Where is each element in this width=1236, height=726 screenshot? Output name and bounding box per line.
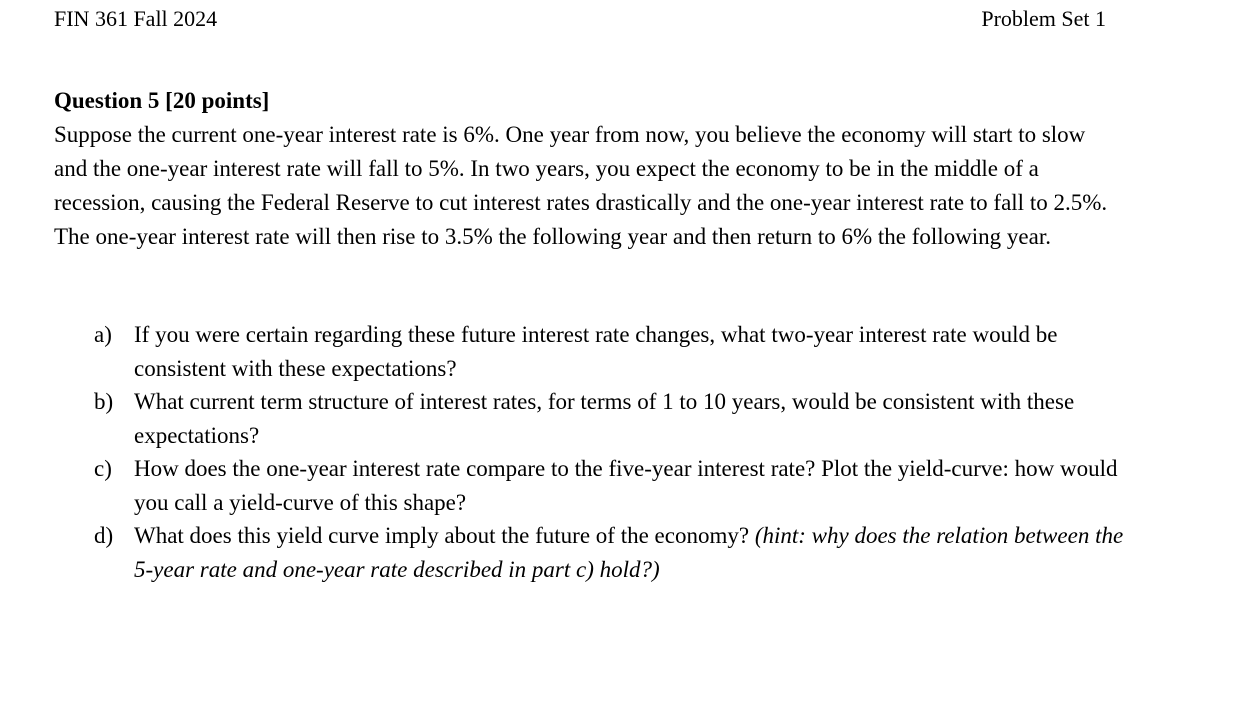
part-c [94,452,1124,519]
part-a-text: If you were certain regarding these future interest rate changes, what two-year interest rate would be consistent with these expectations? [134,322,1058,381]
part-a-letter: a) [94,322,112,347]
part-d-text: What does this yield curve imply about the future of the economy? [134,523,755,548]
question-block [54,84,1114,254]
part-d [94,519,1124,586]
part-c-letter: c) [94,456,112,481]
part-c-text: How does the one-year interest rate compare to the five-year interest rate? Plot the yield-curve: how would you call a yield-curve of this shape? [134,456,1118,515]
question-title: Question 5 [20 points] [54,88,270,113]
question-text: Suppose the current one-year interest rate is 6%. One year from now, you believe the economy will start to slow and the one-year interest rate will fall to 5%. In two years, you expect the economy to be in the middle of a recession, causing the Federal Reserve to cut interest rates drastically and the one-year interest rate to fall to 2.5%. The one-year interest rate will then rise to 3.5% the following year and then return to 6% the following year. [54,122,1108,249]
question-parts-list [94,318,1124,586]
part-b [94,385,1124,452]
part-b-text: What current term structure of interest rates, for terms of 1 to 10 years, would be consistent with these expectations? [134,389,1075,448]
part-d-hint: (hint: why does the relation between the 5-year rate and one-year rate described in part c) hold?) [134,523,1124,582]
part-a [94,318,1124,385]
part-d-letter: d) [94,523,114,548]
part-b-letter: b) [94,389,114,414]
problem-set-header: Problem Set 1 [981,6,1106,31]
course-header: FIN 361 Fall 2024 [54,6,218,31]
